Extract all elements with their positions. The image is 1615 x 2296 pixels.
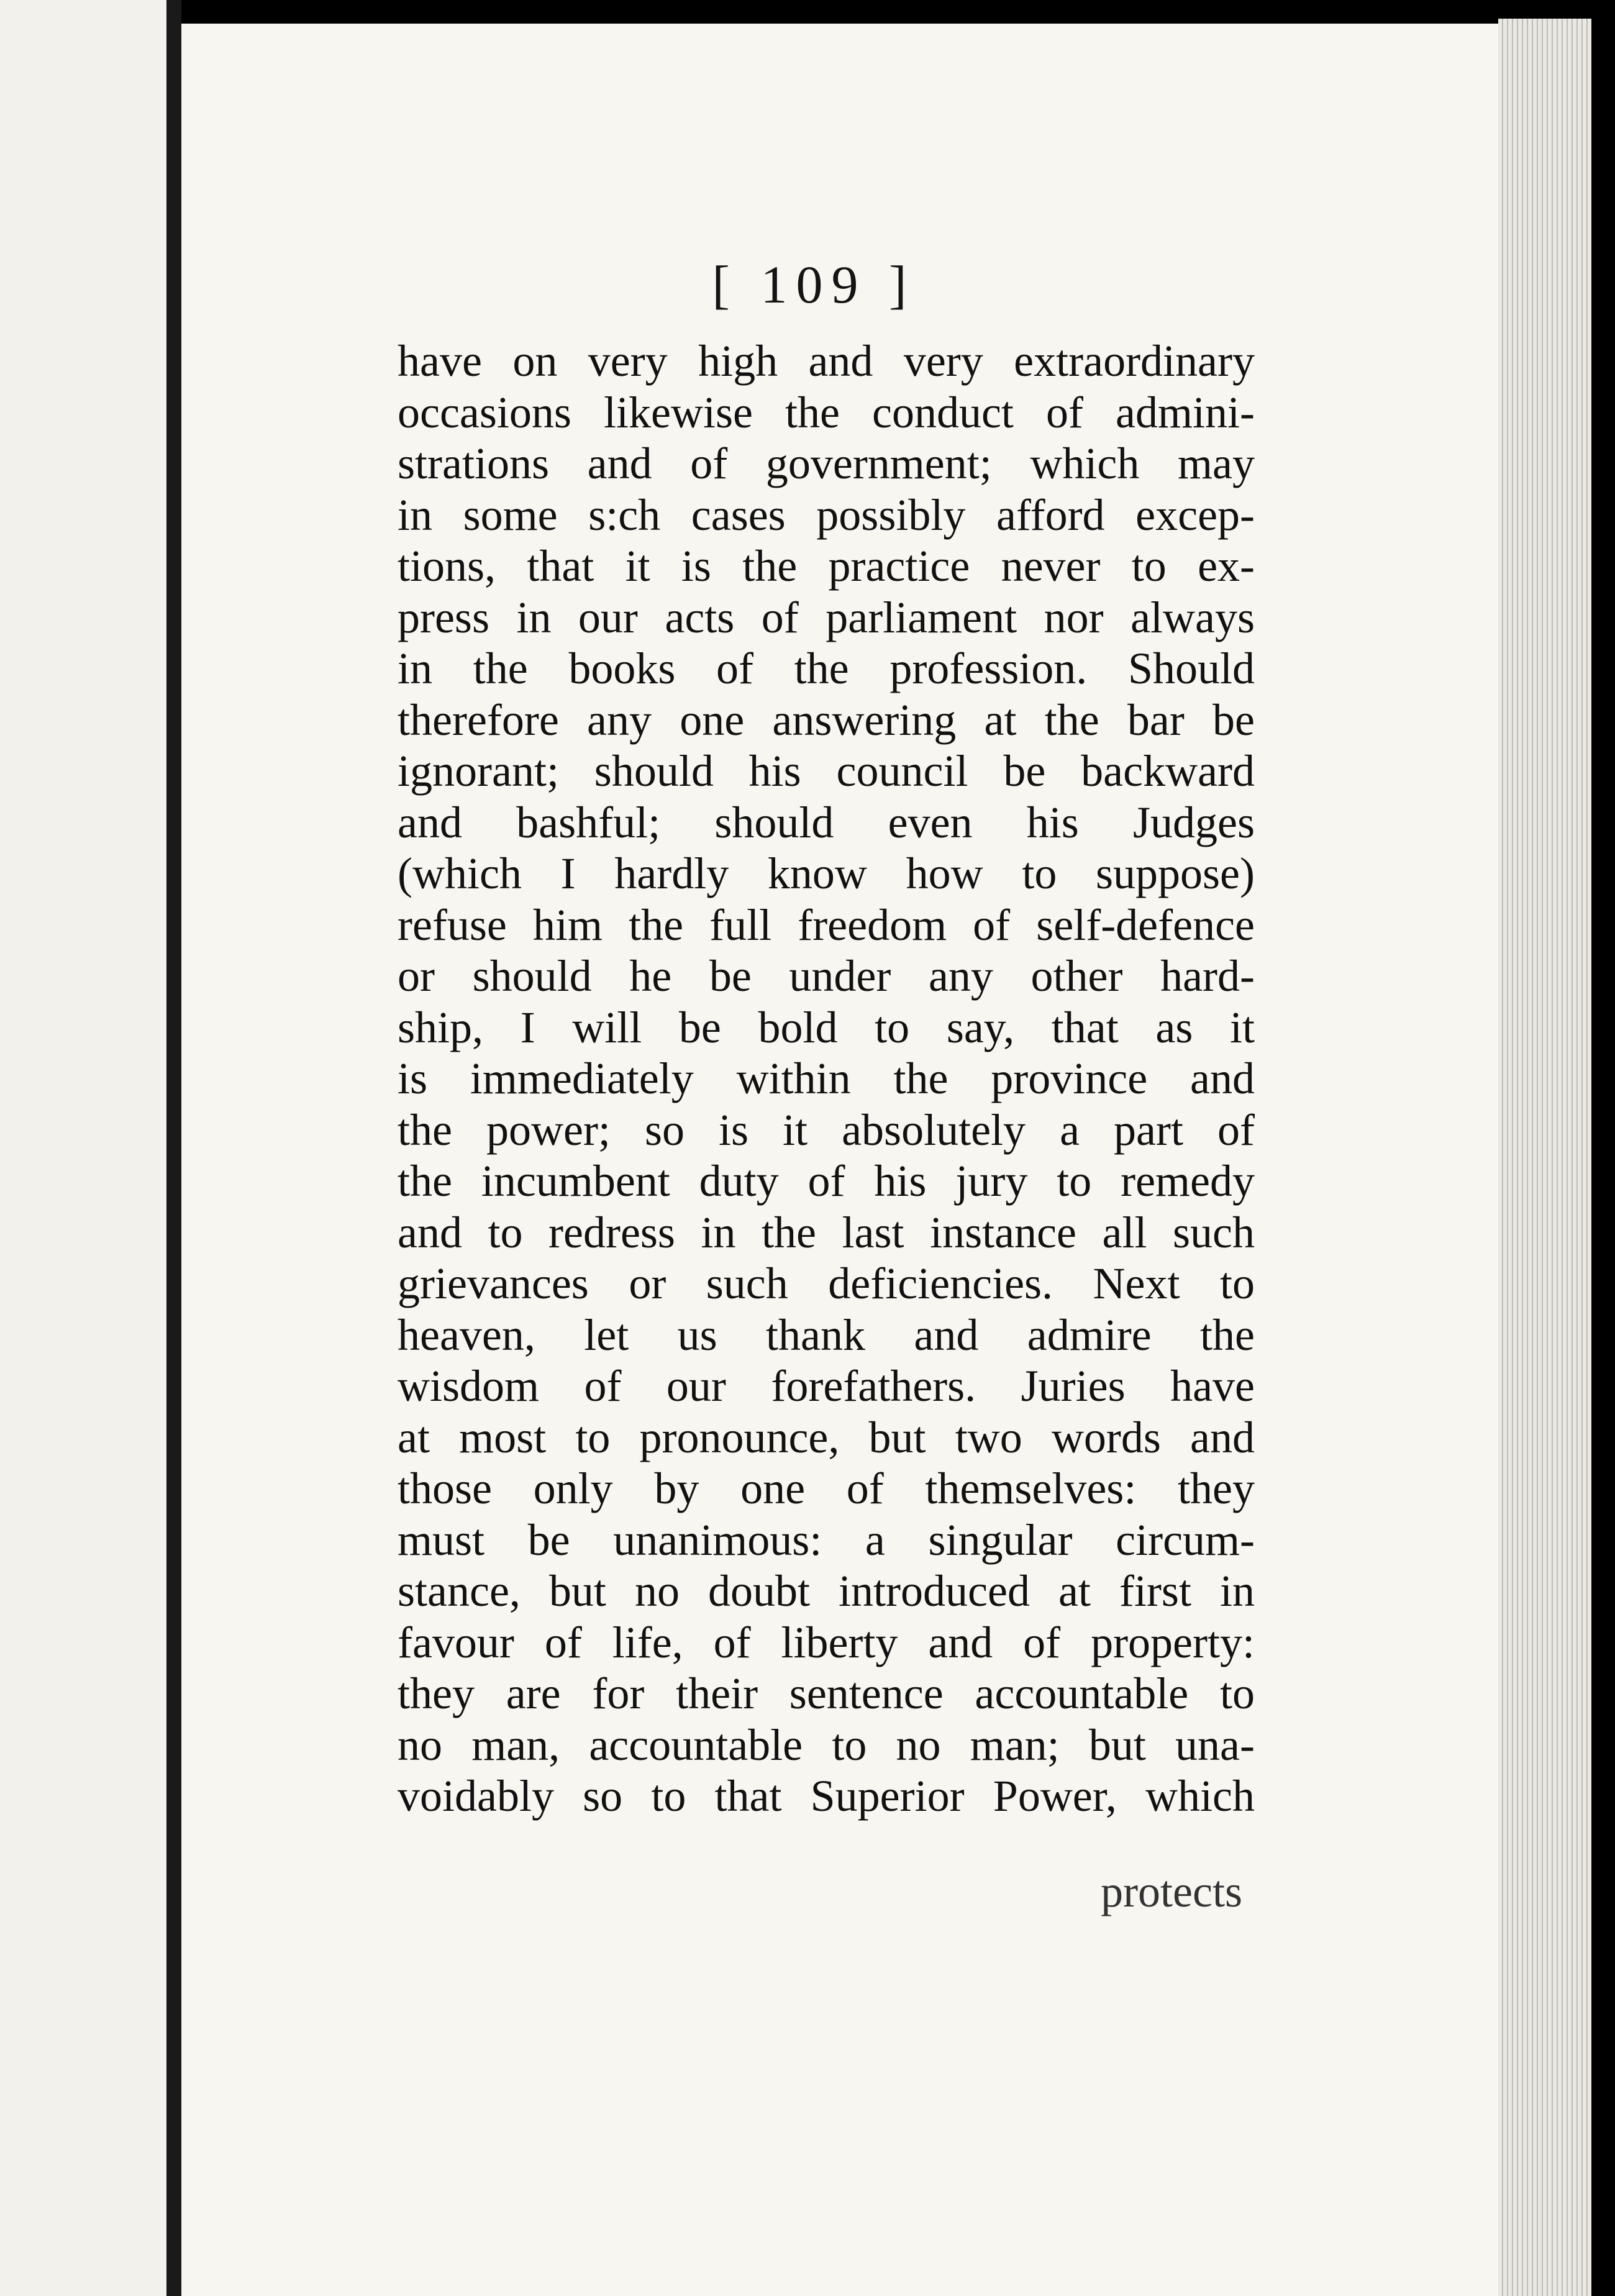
scan-border — [1591, 0, 1615, 2296]
text-line: wisdom of our forefathers. Juries have — [398, 1361, 1255, 1411]
catchword: protects — [1101, 1867, 1242, 1916]
text-line: heaven, let us thank and admire the — [398, 1310, 1255, 1360]
text-line: the power; so is it absolutely a part of — [398, 1105, 1255, 1155]
text-line: voidably so to that Superior Power, which — [398, 1771, 1255, 1821]
text-line: (which I hardly know how to suppose) — [398, 849, 1255, 898]
text-line: tions, that it is the practice never to ex- — [398, 541, 1255, 591]
text-line: refuse him the full freedom of self-defence — [398, 900, 1255, 950]
text-line: or should he be under any other hard- — [398, 951, 1255, 1001]
text-line: is immediately within the province and — [398, 1054, 1255, 1103]
text-line: in the books of the profession. Should — [398, 644, 1255, 693]
text-line: ignorant; should his council be backward — [398, 746, 1255, 796]
text-line: no man, accountable to no man; but una- — [398, 1720, 1255, 1770]
text-line: occasions likewise the conduct of admini- — [398, 387, 1255, 437]
text-line: must be unanimous: a singular circum- — [398, 1515, 1255, 1565]
text-line: grievances or such deficiencies. Next to — [398, 1259, 1255, 1308]
page-number: [ 109 ] — [712, 255, 916, 314]
text-line: and to redress in the last instance all such — [398, 1207, 1255, 1257]
text-line: have on very high and very extraordinary — [398, 336, 1255, 386]
text-line: the incumbent duty of his jury to remedy — [398, 1156, 1255, 1206]
text-line: therefore any one answering at the bar be — [398, 695, 1255, 745]
page-edges — [1498, 19, 1591, 2296]
text-line: in some s:ch cases possibly afford excep- — [398, 490, 1255, 540]
text-line: those only by one of themselves: they — [398, 1464, 1255, 1513]
text-line: stance, but no doubt introduced at first in — [398, 1566, 1255, 1616]
text-line: at most to pronounce, but two words and — [398, 1412, 1255, 1462]
text-line: ship, I will be bold to say, that as it — [398, 1002, 1255, 1052]
text-line: and bashful; should even his Judges — [398, 797, 1255, 847]
text-line: strations and of government; which may — [398, 439, 1255, 488]
body-text — [398, 335, 1255, 1926]
gutter-shadow — [166, 0, 181, 2296]
text-line: favour of life, of liberty and of property: — [398, 1617, 1255, 1667]
text-line: press in our acts of parliament nor always — [398, 592, 1255, 642]
text-line: they are for their sentence accountable to — [398, 1669, 1255, 1718]
facing-page-margin — [0, 0, 166, 2296]
